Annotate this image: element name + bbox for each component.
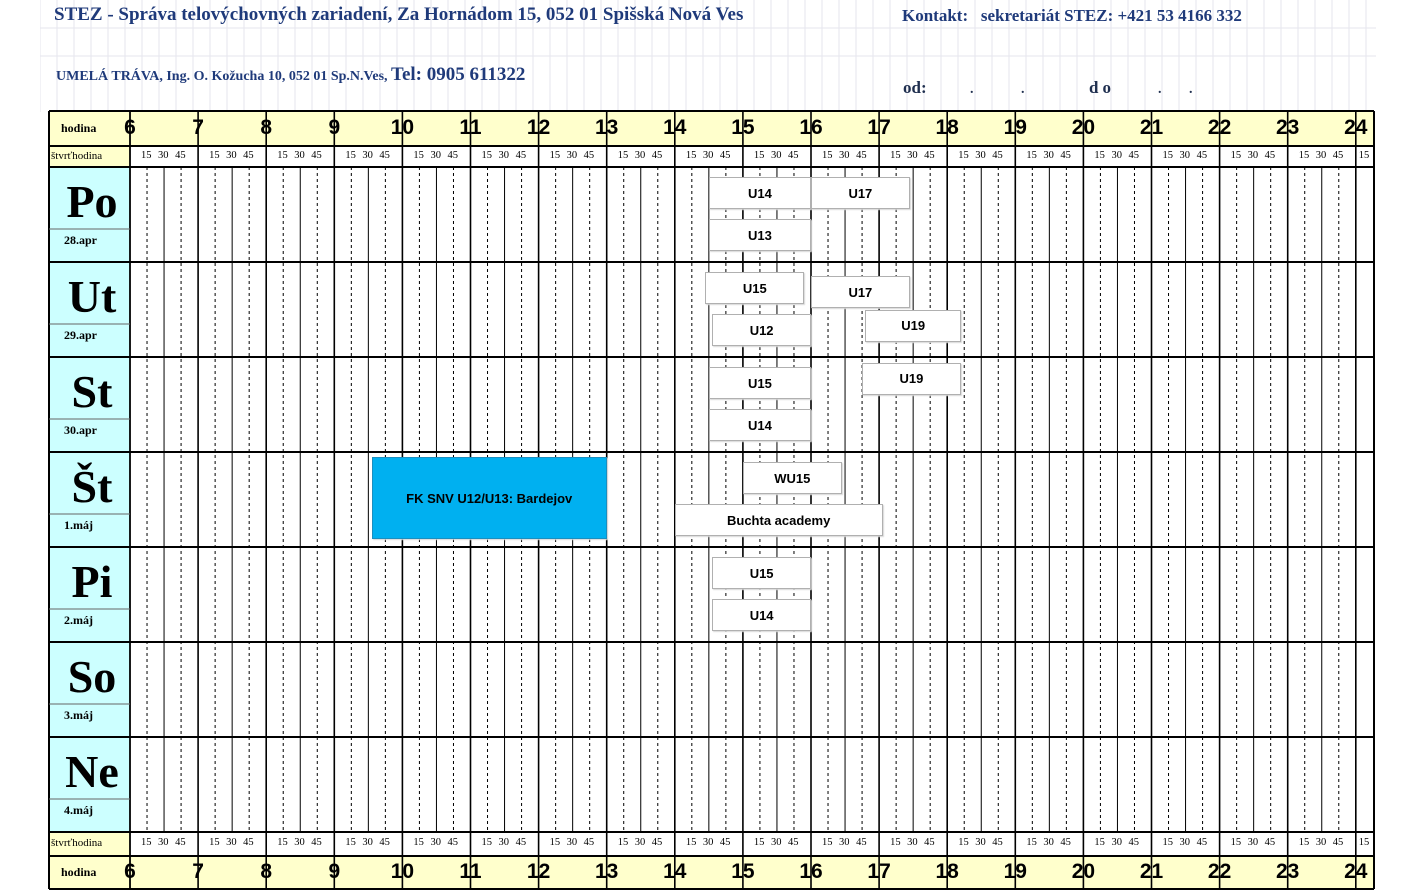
hour-label: 23 — [1276, 859, 1300, 883]
date-to-dot: . — [1189, 82, 1193, 97]
quarter-tick-label: 45 — [515, 149, 527, 161]
hour-label: 22 — [1207, 859, 1232, 883]
quarter-tick-label: 45 — [1128, 837, 1139, 848]
quarter-tick-label: 30 — [430, 837, 441, 848]
quarter-tick-label: 15 — [1230, 149, 1242, 161]
quarter-tick-label: 15 — [481, 149, 493, 161]
quarter-tick-label: 45 — [992, 149, 1003, 161]
quarter-tick-label: 15 — [1230, 837, 1242, 848]
event-label: U12 — [749, 322, 774, 338]
quarter-tick-label: 15 — [549, 149, 561, 161]
day-date: 1.máj — [64, 518, 93, 532]
hour-label: 18 — [935, 115, 959, 139]
quarter-tick-label: 30 — [226, 149, 237, 161]
schedule-event[interactable] — [712, 599, 811, 631]
day-date: 28.apr — [64, 233, 97, 247]
quarter-tick-label: 45 — [447, 837, 458, 848]
hour-label: 23 — [1276, 115, 1300, 139]
quarter-tick-label: 15 — [209, 837, 220, 848]
event-label: U17 — [848, 185, 873, 201]
hour-label: 19 — [1003, 859, 1027, 883]
event-label: U15 — [749, 565, 774, 581]
hour-label: 14 — [663, 859, 687, 883]
quarter-tick-label: 30 — [770, 149, 782, 161]
quarter-tick-label: 45 — [719, 837, 731, 848]
hour-label: 11 — [459, 115, 482, 139]
quarter-tick-label: 30 — [498, 837, 510, 848]
quarter-tick-label: 15 — [890, 837, 901, 848]
quarter-tick-label: 45 — [924, 149, 935, 161]
day-name: Ut — [67, 271, 117, 322]
quarter-tick-label: 45 — [379, 149, 390, 161]
quarter-tick-label: 45 — [1332, 837, 1344, 848]
day-name: Št — [71, 461, 113, 512]
quarter-tick-label: 45 — [311, 149, 322, 161]
quarter-tick-label: 45 — [243, 837, 254, 848]
quarter-tick-label: 45 — [992, 837, 1003, 848]
hour-label: 24 — [1344, 115, 1368, 139]
day-name: So — [67, 651, 117, 702]
quarter-tick-label: 15 — [958, 837, 969, 848]
hour-label: 17 — [867, 115, 891, 139]
quarter-tick-label: 30 — [634, 837, 646, 848]
hour-label: 20 — [1071, 859, 1096, 883]
event-label: FK SNV U12/U13: Bardejov — [406, 490, 573, 506]
event-label: Buchta academy — [726, 512, 831, 528]
quarter-tick-label: 45 — [651, 837, 663, 848]
quarter-tick-label: 30 — [158, 149, 169, 161]
quarter-tick-label: 15 — [141, 837, 152, 848]
day-date: 2.máj — [64, 613, 93, 627]
facility-phone: Tel: 0905 611322 — [391, 64, 526, 85]
quarter-tick-label: 45 — [583, 149, 595, 161]
quarter-tick-label: 45 — [243, 149, 254, 161]
contact-value: sekretariát STEZ: +421 53 4166 332 — [980, 6, 1242, 25]
schedule-event[interactable] — [862, 363, 961, 395]
hour-label: 19 — [1003, 115, 1027, 139]
schedule-event[interactable] — [712, 314, 811, 346]
quarter-tick-label: 30 — [1315, 837, 1327, 848]
quarter-tick-label: 30 — [1043, 149, 1054, 161]
quarter-tick-label: 15 — [1298, 149, 1310, 161]
hour-label: 16 — [799, 859, 823, 883]
quarter-tick-label: 15 — [685, 149, 697, 161]
schedule-event[interactable] — [709, 177, 811, 209]
day-date: 30.apr — [64, 423, 97, 437]
quarter-tick-label: 15 — [890, 149, 901, 161]
quarter-hour-label: štvrťhodina — [51, 837, 103, 849]
schedule-event[interactable] — [709, 409, 811, 441]
quarter-tick-label: 45 — [1264, 837, 1276, 848]
quarter-tick-label: 15 — [413, 149, 424, 161]
hour-label: 10 — [390, 859, 415, 883]
quarter-tick-label: 30 — [430, 149, 441, 161]
quarter-tick-label: 30 — [1247, 149, 1259, 161]
quarter-tick-label: 30 — [1111, 149, 1122, 161]
hour-label: 6 — [124, 859, 136, 883]
event-label: U14 — [747, 417, 772, 433]
hour-label: 9 — [328, 859, 341, 883]
quarter-tick-label: 30 — [1179, 837, 1191, 848]
quarter-tick-label: 45 — [1128, 149, 1139, 161]
quarter-tick-label: 30 — [1315, 149, 1327, 161]
schedule-event[interactable] — [712, 557, 811, 589]
day-name: St — [71, 366, 113, 417]
quarter-tick-label: 15 — [277, 837, 288, 848]
quarter-tick-label: 30 — [702, 149, 714, 161]
quarter-tick-label: 30 — [770, 837, 782, 848]
quarter-tick-label: 30 — [1043, 837, 1054, 848]
hour-label: 21 — [1139, 115, 1164, 139]
event-label: U19 — [901, 318, 926, 334]
quarter-tick-label: 30 — [226, 837, 237, 848]
quarter-tick-label: 30 — [634, 149, 646, 161]
quarter-tick-label: 45 — [924, 837, 935, 848]
quarter-tick-label: 45 — [175, 149, 186, 161]
quarter-tick-label: 30 — [566, 149, 578, 161]
quarter-tick-label: 30 — [702, 837, 714, 848]
event-label: WU15 — [774, 470, 811, 486]
quarter-tick-label: 45 — [856, 149, 867, 161]
quarter-tick-label: 45 — [1060, 149, 1071, 161]
date-from-dot: . — [1021, 82, 1025, 97]
quarter-tick-label: 30 — [839, 837, 850, 848]
quarter-tick-label: 15 — [277, 149, 288, 161]
quarter-tick-label: 15 — [345, 837, 356, 848]
event-label: U14 — [749, 607, 774, 623]
quarter-tick-label: 15 — [958, 149, 969, 161]
quarter-tick-label: 45 — [1060, 837, 1071, 848]
quarter-tick-label: 45 — [311, 837, 322, 848]
quarter-hour-label: štvrťhodina — [51, 149, 103, 162]
quarter-tick-label: 30 — [362, 149, 373, 161]
hour-label: 9 — [328, 115, 341, 139]
schedule-event[interactable] — [675, 504, 883, 536]
quarter-tick-label: 45 — [787, 149, 799, 161]
quarter-tick-label: 30 — [975, 149, 986, 161]
quarter-tick-label: 30 — [362, 837, 373, 848]
date-to-dot: . — [1158, 82, 1162, 97]
quarter-tick-label: 45 — [787, 837, 799, 848]
quarter-tick-label: 15 — [1094, 149, 1105, 161]
quarter-tick-label: 15 — [345, 149, 356, 161]
quarter-tick-label: 30 — [907, 149, 918, 161]
schedule-event[interactable] — [811, 177, 910, 209]
quarter-tick-label: 30 — [294, 837, 305, 848]
day-name: Pi — [71, 556, 113, 607]
date-from-label: od: — [903, 78, 927, 97]
hour-label: 11 — [459, 859, 482, 883]
quarter-tick-label: 30 — [907, 837, 918, 848]
schedule-event[interactable] — [709, 219, 811, 251]
date-to-label: do — [1089, 78, 1115, 97]
quarter-tick-label: 15 — [617, 837, 629, 848]
quarter-tick-label: 45 — [515, 837, 527, 848]
hour-label: 17 — [867, 859, 891, 883]
hour-label: 15 — [731, 115, 755, 139]
quarter-tick-label: 45 — [856, 837, 867, 848]
quarter-tick-label: 15 — [1358, 149, 1370, 161]
event-label: U15 — [742, 280, 767, 296]
quarter-tick-label: 15 — [141, 149, 152, 161]
quarter-tick-label: 15 — [413, 837, 424, 848]
quarter-tick-label: 15 — [209, 149, 220, 161]
quarter-tick-label: 15 — [1094, 837, 1105, 848]
hour-label: 16 — [799, 115, 823, 139]
schedule-event[interactable] — [709, 367, 811, 399]
hour-label: 24 — [1344, 859, 1368, 883]
quarter-tick-label: 30 — [158, 837, 169, 848]
contact-label: Kontakt: — [902, 6, 969, 25]
hour-label: 12 — [526, 115, 551, 139]
schedule-event[interactable] — [865, 310, 960, 342]
hour-label: 12 — [526, 859, 551, 883]
quarter-tick-label: 15 — [753, 837, 765, 848]
schedule-event[interactable] — [705, 272, 804, 304]
hodina-label: hodina — [61, 120, 97, 135]
event-label: U13 — [747, 227, 772, 243]
hour-label: 13 — [595, 115, 619, 139]
hour-label: 10 — [390, 115, 415, 139]
day-date: 4.máj — [64, 803, 93, 817]
day-date: 29.apr — [64, 328, 97, 342]
quarter-tick-label: 30 — [975, 837, 986, 848]
quarter-tick-label: 45 — [583, 837, 595, 848]
quarter-tick-label: 30 — [1179, 149, 1191, 161]
schedule-event[interactable] — [811, 276, 910, 308]
quarter-tick-label: 15 — [1162, 149, 1174, 161]
quarter-tick-label: 15 — [1026, 149, 1037, 161]
hodina-label: hodina — [61, 864, 97, 879]
quarter-tick-label: 15 — [1358, 837, 1370, 848]
facility-address: UMELÁ TRÁVA, Ing. O. Kožucha 10, 052 01 Sp.N.Ves, — [56, 69, 388, 84]
quarter-tick-label: 15 — [617, 149, 629, 161]
quarter-tick-label: 45 — [1196, 837, 1208, 848]
quarter-tick-label: 45 — [1332, 149, 1344, 161]
event-label: U15 — [747, 375, 772, 391]
quarter-tick-label: 45 — [651, 149, 663, 161]
date-from-dot: . — [970, 82, 974, 97]
hour-label: 6 — [124, 115, 136, 139]
hour-label: 15 — [731, 859, 755, 883]
quarter-tick-label: 15 — [822, 149, 833, 161]
hour-label: 18 — [935, 859, 959, 883]
quarter-tick-label: 15 — [753, 149, 765, 161]
quarter-tick-label: 45 — [379, 837, 390, 848]
day-name: Ne — [65, 746, 119, 797]
event-label: U14 — [747, 185, 772, 201]
day-date: 3.máj — [64, 708, 93, 722]
quarter-tick-label: 45 — [1264, 149, 1276, 161]
schedule-event[interactable] — [372, 457, 607, 539]
hour-label: 14 — [663, 115, 687, 139]
quarter-tick-label: 15 — [822, 837, 833, 848]
event-label: U19 — [899, 371, 924, 387]
quarter-tick-label: 45 — [175, 837, 186, 848]
quarter-tick-label: 15 — [549, 837, 561, 848]
hour-label: 7 — [192, 115, 204, 139]
hour-label: 22 — [1207, 115, 1232, 139]
quarter-tick-label: 30 — [566, 837, 578, 848]
quarter-tick-label: 30 — [294, 149, 305, 161]
quarter-tick-label: 15 — [1026, 837, 1037, 848]
quarter-tick-label: 45 — [1196, 149, 1208, 161]
hour-label: 21 — [1139, 859, 1164, 883]
event-label: U17 — [848, 284, 873, 300]
quarter-tick-label: 15 — [481, 837, 493, 848]
schedule-event[interactable] — [743, 462, 842, 494]
quarter-tick-label: 15 — [1298, 837, 1310, 848]
quarter-tick-label: 15 — [685, 837, 697, 848]
hour-label: 13 — [595, 859, 619, 883]
quarter-tick-label: 45 — [447, 149, 458, 161]
day-name: Po — [66, 176, 118, 227]
quarter-tick-label: 15 — [1162, 837, 1174, 848]
hour-label: 8 — [260, 115, 273, 139]
quarter-tick-label: 30 — [498, 149, 510, 161]
quarter-tick-label: 45 — [719, 149, 731, 161]
hour-label: 20 — [1071, 115, 1096, 139]
hour-label: 7 — [192, 859, 204, 883]
quarter-tick-label: 30 — [1247, 837, 1259, 848]
quarter-tick-label: 30 — [1111, 837, 1122, 848]
header-title: STEZ - Správa telovýchovných zariadení, Za Hornádom 15, 052 01 Spišská Nová Ves — [54, 4, 744, 25]
quarter-tick-label: 30 — [839, 149, 850, 161]
hour-label: 8 — [260, 859, 273, 883]
